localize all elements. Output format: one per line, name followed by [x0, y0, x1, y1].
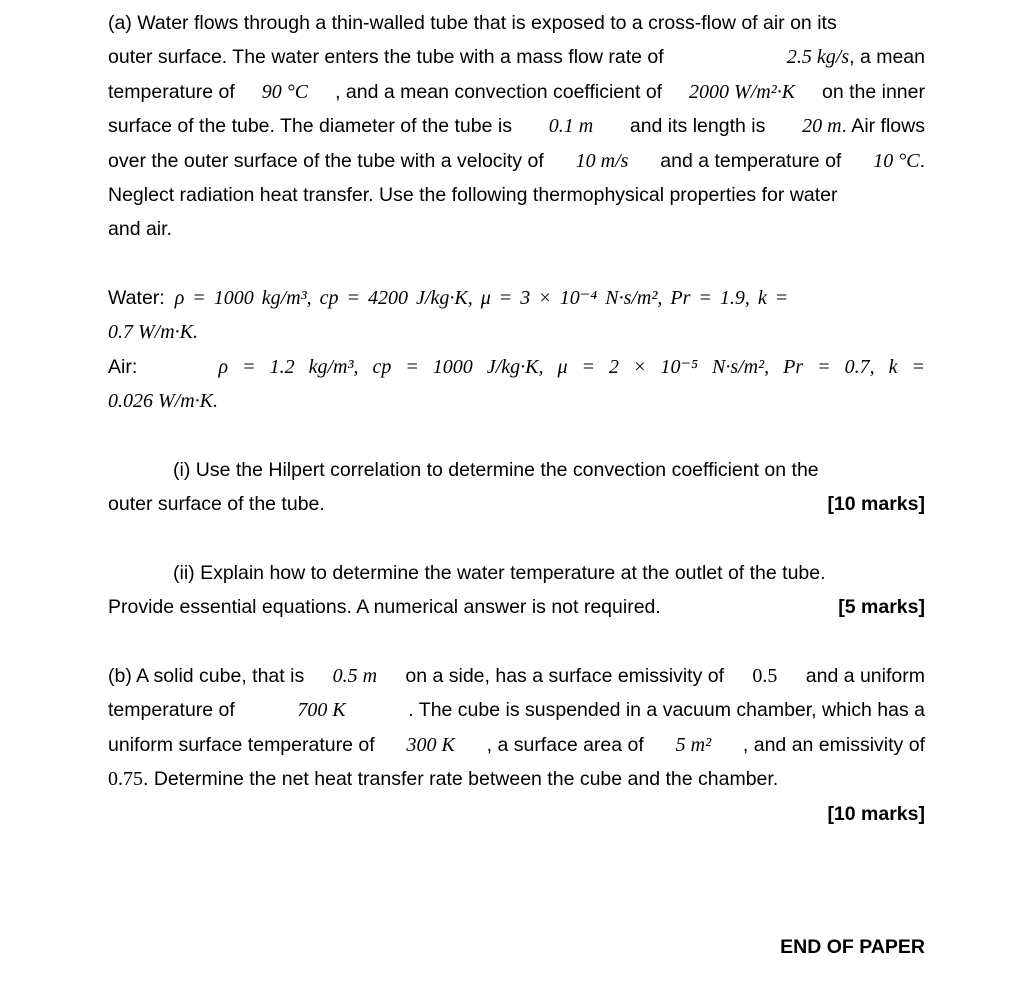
air-properties [108, 350, 925, 419]
water-properties-line-1 [108, 281, 925, 315]
part-b-marks-line [108, 797, 925, 831]
water-properties-formula: ρ = 1000 kg/m³, cp = 4200 J/kg·K, μ = 3 × 10⁻⁴ N·s/m², Pr = 1.9, k = [174, 287, 789, 309]
part-a-intro [108, 6, 925, 247]
tube-length-value: 20 m [802, 115, 842, 138]
part-a-line-2: outer surface. The water enters the tube with a mass flow rate of 2.5 kg/s, a mean [108, 46, 925, 69]
part-a-line-1: (a) Water flows through a thin-walled tube that is exposed to a cross-flow of air on its [108, 12, 837, 34]
part-a-line-6: Neglect radiation heat transfer. Use the following thermophysical properties for water [108, 183, 838, 206]
part-b-line-2: temperature of 700 K . The cube is suspended in a vacuum chamber, which has a [108, 693, 925, 727]
part-b-line-4: 0.75. Determine the net heat transfer rate between the cube and the chamber. [108, 768, 779, 791]
mass-flow-rate-value: 2.5 kg/s [786, 46, 850, 69]
part-a-line-5: over the outer surface of the tube with a velocity of 10 m/s and a temperature of 10 °C. [108, 144, 925, 178]
inner-convection-coefficient-value: 2000 W/m²·K [689, 80, 796, 103]
end-of-paper: END OF PAPER [780, 936, 925, 958]
part-b [108, 659, 925, 831]
air-properties-formula: ρ = 1.2 kg/m³, cp = 1000 J/kg·K, μ = 2 × 10⁻⁵ N·s/m², Pr = 0.7, k = [218, 356, 925, 378]
footer [108, 930, 925, 964]
chamber-temperature-value: 300 K [406, 733, 455, 756]
part-b-marks: [10 marks] [827, 802, 925, 825]
air-label: Air: [108, 356, 138, 378]
air-properties-line-2: 0.026 W/m·K. [108, 390, 218, 413]
sub-question-ii-line-1: (ii) Explain how to determine the water temperature at the outlet of the tube. [173, 562, 826, 584]
tube-diameter-value: 0.1 m [548, 115, 594, 138]
air-properties-line-1 [108, 350, 925, 384]
water-properties-line-2: 0.7 W/m·K. [108, 321, 198, 344]
cube-emissivity-value: 0.5 [752, 665, 778, 687]
sub-question-ii [108, 556, 925, 625]
sub-question-i-line-2: outer surface of the tube. [10 marks] [108, 487, 925, 521]
water-label: Water: [108, 287, 165, 309]
part-a-line-4: surface of the tube. The diameter of the tube is 0.1 m and its length is 20 m. Air flows [108, 109, 925, 143]
sub-question-ii-marks: [5 marks] [838, 596, 925, 619]
sub-question-i [108, 453, 925, 522]
part-b-line-1: (b) A solid cube, that is 0.5 m on a side, has a surface emissivity of 0.5 and a uniform [108, 659, 925, 693]
part-a-line-7: and air. [108, 218, 172, 241]
water-properties [108, 281, 925, 350]
sub-question-i-line-1: (i) Use the Hilpert correlation to determine the convection coefficient on the [173, 459, 819, 481]
inlet-temperature-value: 90 °C [261, 80, 309, 103]
cube-side-value: 0.5 m [332, 665, 378, 687]
sub-question-ii-line-2: Provide essential equations. A numerical answer is not required. [5 marks] [108, 590, 925, 624]
part-b-line-3: uniform surface temperature of 300 K , a surface area of 5 m² , and an emissivity of [108, 728, 925, 762]
air-velocity-value: 10 m/s [575, 149, 629, 172]
sub-question-i-marks: [10 marks] [827, 493, 925, 516]
air-temperature-value: 10 °C [873, 149, 920, 172]
cube-temperature-value: 700 K [297, 699, 346, 722]
part-a-line-3: temperature of 90 °C , and a mean convection coefficient of 2000 W/m²·K on the inner [108, 75, 925, 109]
chamber-emissivity-value: 0.75 [108, 768, 143, 791]
chamber-area-value: 5 m² [675, 733, 712, 756]
